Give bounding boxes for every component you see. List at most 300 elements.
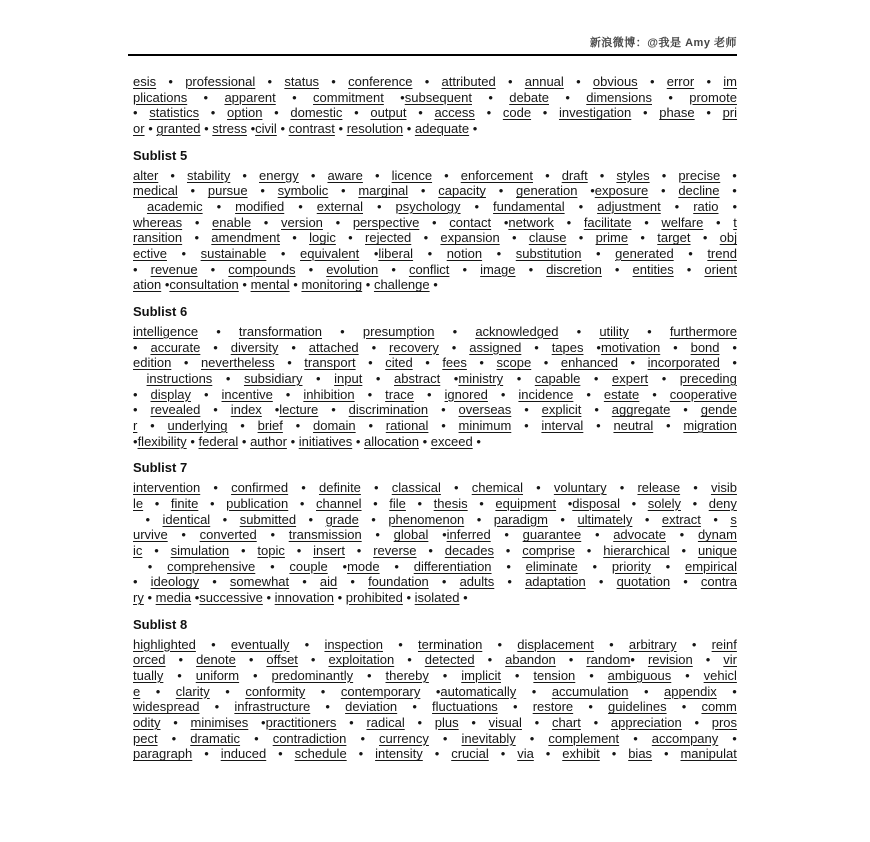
vocab-word: media <box>155 590 192 606</box>
bullet-separator: • <box>588 699 593 715</box>
bullet-separator: • <box>376 198 382 214</box>
bullet-separator: • <box>586 542 592 558</box>
bullet-separator: • <box>133 261 138 277</box>
bullet-separator: • <box>505 542 511 558</box>
vocab-word: transmission <box>288 527 362 543</box>
bullet-separator: • <box>204 746 209 762</box>
vocab-word: reverse <box>373 542 417 558</box>
vocab-word: bias <box>628 746 653 762</box>
bullet-separator: • <box>170 167 175 183</box>
vocab-word: eventually <box>230 636 290 652</box>
bullet-separator: • <box>674 198 680 214</box>
bullet-separator: • <box>407 652 412 668</box>
bullet-separator: • <box>335 214 341 230</box>
bullet-separator: • <box>472 121 478 137</box>
bullet-separator: • <box>204 121 209 137</box>
vocab-word: recovery <box>389 339 439 355</box>
word-line <box>133 387 737 403</box>
vocab-word: vir <box>723 652 737 668</box>
bullet-separator: • <box>147 590 153 606</box>
vocab-word: im <box>723 74 737 89</box>
word-line <box>133 684 737 700</box>
vocab-word: stability <box>186 167 231 183</box>
vocab-word: random <box>586 652 631 668</box>
vocab-word: abandon <box>505 652 556 668</box>
bullet-separator: • <box>194 230 199 246</box>
bullet-separator: • <box>320 683 326 699</box>
bullet-separator: • <box>423 230 429 246</box>
bullet-separator: • <box>453 370 459 386</box>
bullet-separator: • <box>442 527 447 543</box>
vocab-word: paragraph <box>133 746 193 762</box>
vocab-word: welfare <box>661 214 704 230</box>
vocab-word: hierarchical <box>603 542 670 558</box>
bullet-separator: • <box>683 574 688 590</box>
bullet-separator: • <box>479 495 484 511</box>
page-header <box>128 36 737 56</box>
word-list-content <box>133 74 737 762</box>
bullet-separator: • <box>133 105 138 121</box>
bullet-separator: • <box>406 121 412 137</box>
vocab-word: comprise <box>522 542 575 558</box>
vocab-word: incentive <box>221 386 273 402</box>
word-line <box>133 574 737 590</box>
bullet-separator: • <box>673 339 678 355</box>
vocab-word: ry <box>133 590 144 606</box>
bullet-separator: • <box>462 261 468 277</box>
word-line <box>133 652 737 668</box>
bullet-separator: • <box>487 652 493 668</box>
bullet-separator: • <box>181 246 187 262</box>
word-line <box>133 230 737 246</box>
vocab-word: flexibility <box>137 433 187 449</box>
vocab-word: file <box>389 495 406 511</box>
bullet-separator: • <box>133 574 138 590</box>
vocab-word: contrast <box>288 121 335 137</box>
vocab-word: generation <box>516 183 578 199</box>
bullet-separator: • <box>418 105 423 121</box>
bullet-separator: • <box>661 167 667 183</box>
vocab-word: ective <box>133 246 167 262</box>
bullet-separator: • <box>360 730 365 746</box>
vocab-word: incidence <box>518 386 574 402</box>
bullet-separator: • <box>534 715 540 731</box>
sublist-heading: Sublist 5 <box>133 147 188 163</box>
bullet-separator: • <box>649 74 655 89</box>
vocab-word: successive <box>199 590 263 606</box>
bullet-separator: • <box>248 652 254 668</box>
bullet-separator: • <box>367 386 373 402</box>
bullet-separator: • <box>287 355 292 371</box>
bullet-separator: • <box>263 214 269 230</box>
word-line <box>133 340 737 356</box>
vocab-word: option <box>227 105 263 121</box>
bullet-separator: • <box>190 433 195 449</box>
vocab-word: dimensions <box>586 89 652 105</box>
bullet-separator: • <box>194 214 200 230</box>
bullet-separator: • <box>295 418 301 434</box>
vocab-word: pursue <box>207 183 248 199</box>
bullet-separator: • <box>337 590 343 606</box>
bullet-separator: • <box>155 683 161 699</box>
bullet-separator: • <box>593 715 599 731</box>
bullet-separator: • <box>474 198 480 214</box>
vocab-word: automatically <box>440 683 517 699</box>
vocab-word: expansion <box>440 230 500 246</box>
vocab-word: subsidiary <box>243 370 303 386</box>
vocab-word: converted <box>199 527 257 543</box>
bullet-separator: • <box>266 590 272 606</box>
bullet-separator: • <box>452 323 458 339</box>
bullet-separator: • <box>441 402 446 418</box>
bullet-separator: • <box>427 246 433 262</box>
vocab-word: pri <box>722 105 738 121</box>
bullet-separator: • <box>435 683 441 699</box>
word-line <box>133 668 737 684</box>
vocab-word: rational <box>385 418 429 434</box>
vocab-word: reinf <box>711 636 737 652</box>
vocab-word: amendment <box>211 230 280 246</box>
bullet-separator: • <box>694 715 699 731</box>
bullet-separator: • <box>441 418 446 434</box>
vocab-word: identical <box>162 511 211 527</box>
bullet-separator: • <box>168 74 173 89</box>
bullet-separator: • <box>310 167 316 183</box>
bullet-separator: • <box>693 480 698 496</box>
vocab-word: incorporated <box>647 355 720 371</box>
vocab-word: adjustment <box>597 198 661 214</box>
vocab-word: bond <box>690 339 720 355</box>
bullet-separator: • <box>506 558 511 574</box>
bullet-separator: • <box>732 339 737 355</box>
bullet-separator: • <box>611 746 617 762</box>
vocab-word: inferred <box>446 527 491 543</box>
bullet-separator: • <box>732 355 737 371</box>
bullet-separator: • <box>417 715 423 731</box>
vocab-word: facilitate <box>583 214 632 230</box>
word-paragraph <box>133 637 737 763</box>
vocab-word: explicit <box>541 402 582 418</box>
vocab-word: contact <box>449 214 492 230</box>
vocab-word: clarity <box>175 683 210 699</box>
vocab-word: equipment <box>495 495 557 511</box>
bullet-separator: • <box>498 183 504 199</box>
vocab-word: tension <box>533 667 576 683</box>
vocab-word: thereby <box>385 667 429 683</box>
vocab-word: odity <box>133 715 161 731</box>
bullet-separator: • <box>463 590 468 606</box>
bullet-separator: • <box>406 590 412 606</box>
bullet-separator: • <box>442 667 448 683</box>
vocab-word: infrastructure <box>234 699 311 715</box>
word-line <box>133 105 737 121</box>
bullet-separator: • <box>545 746 551 762</box>
bullet-separator: • <box>542 105 548 121</box>
bullet-separator: • <box>241 542 246 558</box>
vocab-word: display <box>150 386 191 402</box>
bullet-separator: • <box>292 89 297 105</box>
vocab-word: detected <box>424 652 475 668</box>
bullet-separator: • <box>665 558 671 574</box>
bullet-separator: • <box>374 167 380 183</box>
vocab-word: dynam <box>697 527 737 543</box>
vocab-word: precise <box>678 167 721 183</box>
vocab-word: energy <box>259 167 299 183</box>
vocab-word: highlighted <box>133 636 196 652</box>
bullet-separator: • <box>225 370 231 386</box>
vocab-word: academic <box>146 198 203 214</box>
bullet-separator: • <box>316 370 321 386</box>
bullet-separator: • <box>732 683 737 699</box>
bullet-separator: • <box>545 167 550 183</box>
bullet-separator: • <box>630 652 635 668</box>
vocab-word: aware <box>327 167 363 183</box>
vocab-word: ministry <box>458 370 504 386</box>
vocab-word: vehicl <box>703 667 737 683</box>
vocab-word: classical <box>391 480 441 496</box>
bullet-separator: • <box>292 230 297 246</box>
vocab-word: cooperative <box>669 386 737 402</box>
bullet-separator: • <box>371 511 376 527</box>
bullet-separator: • <box>512 699 518 715</box>
vocab-word: federal <box>198 433 239 449</box>
bullet-separator: • <box>536 480 541 496</box>
bullet-separator: • <box>692 495 698 511</box>
bullet-separator: • <box>500 386 506 402</box>
vocab-word: dramatic <box>190 730 241 746</box>
bullet-separator: • <box>425 355 430 371</box>
vocab-word: complement <box>548 730 620 746</box>
vocab-word: predominantly <box>271 667 354 683</box>
bullet-separator: • <box>203 386 209 402</box>
bullet-separator: • <box>732 730 737 746</box>
vocab-word: contradiction <box>272 730 347 746</box>
bullet-separator: • <box>422 433 428 449</box>
bullet-separator: • <box>348 230 353 246</box>
bullet-separator: • <box>590 183 595 199</box>
bullet-separator: • <box>298 198 303 214</box>
vocab-word: trace <box>385 386 415 402</box>
bullet-separator: • <box>504 527 509 543</box>
vocab-word: inspection <box>324 636 383 652</box>
vocab-word: edition <box>133 355 172 371</box>
vocab-word: revenue <box>150 261 198 277</box>
bullet-separator: • <box>576 323 582 339</box>
vocab-word: le <box>133 495 144 511</box>
vocab-word: equivalent <box>300 246 360 262</box>
word-line <box>133 168 737 184</box>
vocab-word: enforcement <box>460 167 533 183</box>
vocab-word: radical <box>366 715 405 731</box>
word-line <box>133 402 737 418</box>
vocab-word: apparent <box>224 89 276 105</box>
vocab-word: prime <box>595 230 629 246</box>
vocab-word: whereas <box>133 214 183 230</box>
vocab-word: or <box>133 121 145 137</box>
vocab-word: comm <box>701 699 737 715</box>
bullet-separator: • <box>661 370 667 386</box>
bullet-separator: • <box>242 277 247 293</box>
vocab-word: chart <box>551 715 581 731</box>
vocab-word: initiatives <box>298 433 353 449</box>
bullet-separator: • <box>706 74 712 89</box>
bullet-separator: • <box>211 636 216 652</box>
word-paragraph <box>133 74 737 137</box>
vocab-word: tapes <box>551 339 584 355</box>
vocab-word: via <box>517 746 534 762</box>
bullet-separator: • <box>512 230 517 246</box>
bullet-separator: • <box>290 433 296 449</box>
bullet-separator: • <box>732 198 738 214</box>
vocab-word: granted <box>156 121 201 137</box>
bullet-separator: • <box>598 574 604 590</box>
vocab-word: aggregate <box>611 402 671 418</box>
vocab-word: intensity <box>375 746 423 762</box>
vocab-word: input <box>334 370 363 386</box>
vocab-word: exceed <box>430 433 473 449</box>
vocab-word: liberal <box>378 246 414 262</box>
bullet-separator: • <box>338 121 344 137</box>
bullet-separator: • <box>177 667 182 683</box>
vocab-word: ation <box>133 277 162 293</box>
word-line <box>133 590 737 606</box>
bullet-separator: • <box>368 418 373 434</box>
vocab-word: licence <box>391 167 433 183</box>
bullet-separator: • <box>576 74 581 89</box>
bullet-separator: • <box>596 418 601 434</box>
vocab-word: acknowledged <box>475 323 559 339</box>
vocab-word: comprehensive <box>167 558 256 574</box>
vocab-word: exploitation <box>328 652 395 668</box>
word-paragraph <box>133 480 737 606</box>
bullet-separator: • <box>516 370 522 386</box>
vocab-word: adults <box>459 574 495 590</box>
vocab-word: simulation <box>170 542 230 558</box>
vocab-word: orced <box>133 652 166 668</box>
vocab-word: r <box>133 418 138 434</box>
bullet-separator: • <box>210 261 216 277</box>
bullet-separator: • <box>665 418 671 434</box>
bullet-separator: • <box>181 527 186 543</box>
vocab-word: version <box>281 214 323 230</box>
bullet-separator: • <box>683 402 688 418</box>
vocab-word: decline <box>678 183 720 199</box>
bullet-separator: • <box>310 652 316 668</box>
bullet-separator: • <box>375 370 381 386</box>
bullet-separator: • <box>444 167 449 183</box>
vocab-word: investigation <box>559 105 632 121</box>
bullet-separator: • <box>428 542 433 558</box>
vocab-word: somewhat <box>229 574 290 590</box>
bullet-separator: • <box>633 730 638 746</box>
vocab-word: network <box>508 214 554 230</box>
bullet-separator: • <box>644 214 649 230</box>
vocab-word: attributed <box>441 74 496 89</box>
bullet-separator: • <box>240 418 245 434</box>
bullet-separator: • <box>171 730 177 746</box>
bullet-separator: • <box>592 558 598 574</box>
vocab-word: conflict <box>408 261 450 277</box>
vocab-word: ultimately <box>577 511 633 527</box>
bullet-separator: • <box>476 511 482 527</box>
bullet-separator: • <box>133 433 138 449</box>
vocab-word: chemical <box>471 480 524 496</box>
bullet-separator: • <box>652 386 657 402</box>
bullet-separator: • <box>400 89 405 105</box>
vocab-word: widespread <box>133 699 200 715</box>
bullet-separator: • <box>194 590 200 606</box>
sublist-heading: Sublist 8 <box>133 616 188 632</box>
bullet-separator: • <box>568 652 574 668</box>
sublist-heading: Sublist 6 <box>133 304 188 320</box>
vocab-word: ransition <box>133 230 183 246</box>
bullet-separator: • <box>507 574 512 590</box>
vocab-word: global <box>393 527 429 543</box>
bullet-separator: • <box>702 230 708 246</box>
bullet-separator: • <box>668 89 673 105</box>
bullet-separator: • <box>442 730 448 746</box>
vocab-word: inevitably <box>461 730 516 746</box>
bullet-separator: • <box>391 261 396 277</box>
vocab-word: subsequent <box>404 89 472 105</box>
word-line <box>133 434 737 450</box>
vocab-word: publication <box>226 495 289 511</box>
vocab-word: tually <box>133 667 164 683</box>
bullet-separator: • <box>164 277 170 293</box>
bullet-separator: • <box>278 746 283 762</box>
bullet-separator: • <box>301 480 306 496</box>
vocab-word: channel <box>316 495 362 511</box>
vocab-word: domestic <box>290 105 343 121</box>
vocab-word: transformation <box>238 323 323 339</box>
vocab-word: discretion <box>546 261 602 277</box>
bullet-separator: • <box>500 746 506 762</box>
vocab-word: adaptation <box>525 574 586 590</box>
vocab-word: marginal <box>358 183 409 199</box>
bullet-separator: • <box>150 418 155 434</box>
bullet-separator: • <box>154 495 160 511</box>
bullet-separator: • <box>331 74 336 89</box>
word-line <box>133 480 737 496</box>
bullet-separator: • <box>291 339 296 355</box>
word-line <box>133 215 737 231</box>
vocab-word: extract <box>661 511 701 527</box>
vocab-word: logic <box>309 230 336 246</box>
vocab-word: obvious <box>592 74 638 89</box>
bullet-separator: • <box>375 527 380 543</box>
vocab-word: visib <box>710 480 737 496</box>
bullet-separator: • <box>560 511 565 527</box>
vocab-word: psychology <box>395 198 461 214</box>
bullet-separator: • <box>213 402 218 418</box>
bullet-separator: • <box>732 167 737 183</box>
vocab-word: inhibition <box>303 386 355 402</box>
vocab-word: solely <box>647 495 681 511</box>
bullet-separator: • <box>355 433 361 449</box>
bullet-separator: • <box>514 667 520 683</box>
word-paragraph <box>133 168 737 294</box>
bullet-separator: • <box>183 355 189 371</box>
vocab-word: generated <box>615 246 674 262</box>
vocab-word: revision <box>647 652 693 668</box>
word-line <box>133 74 737 90</box>
bullet-separator: • <box>365 277 371 293</box>
vocab-word: resolution <box>346 121 404 137</box>
bullet-separator: • <box>486 105 492 121</box>
vocab-word: consultation <box>169 277 239 293</box>
bullet-separator: • <box>631 495 637 511</box>
bullet-separator: • <box>254 730 259 746</box>
